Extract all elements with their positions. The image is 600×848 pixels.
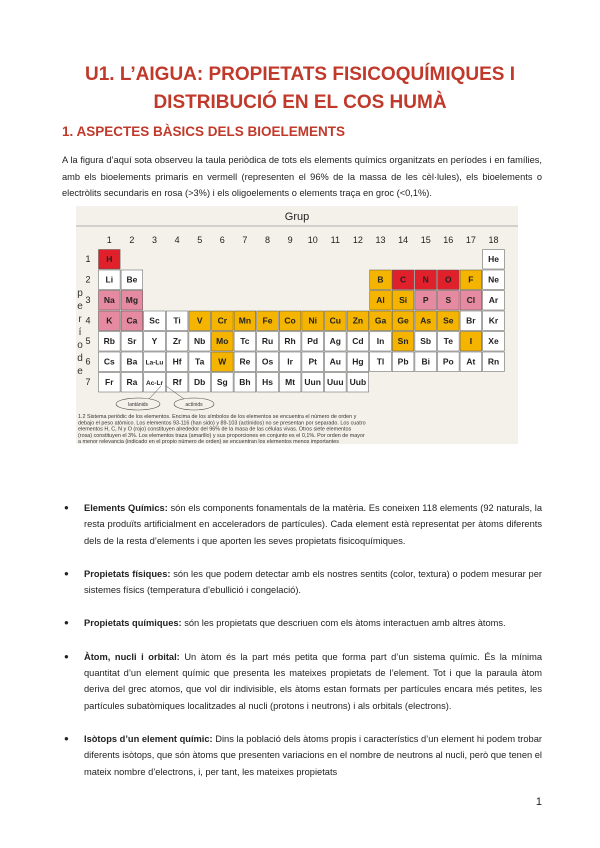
definition-item xyxy=(62,500,542,549)
figure-caption-line: elementos H, C, N y O (rojo) constituyen alrededor del 96% de la masa de las células vivas. Otros siete elementos xyxy=(78,426,352,433)
definition-term: Propietats físiques: xyxy=(84,568,171,579)
period-side-label: e xyxy=(77,301,83,312)
element-symbol: Mo xyxy=(216,336,229,346)
element-symbol: Br xyxy=(466,315,476,326)
period-side-label: í xyxy=(78,327,82,338)
period-number: 2 xyxy=(85,274,91,285)
element-symbol: Ir xyxy=(287,356,293,367)
element-symbol: Ni xyxy=(308,315,317,326)
element-symbol: Au xyxy=(329,356,341,367)
element-symbol: Ti xyxy=(173,315,181,326)
element-symbol: Uub xyxy=(349,377,367,387)
figure-header: Grup xyxy=(284,211,310,223)
period-number: 3 xyxy=(85,295,91,305)
period-number: 1 xyxy=(85,254,91,264)
figure-caption-line: a menor relevancia (indicado en el propio número de orden) se encuentran los elementos menos importantes xyxy=(78,439,339,444)
element-symbol: Ta xyxy=(195,356,205,367)
group-number: 17 xyxy=(465,235,476,245)
element-symbol: Si xyxy=(399,295,408,305)
period-number: 6 xyxy=(85,356,91,367)
element-symbol: Cr xyxy=(217,315,228,326)
element-symbol: V xyxy=(196,315,203,326)
periodic-table-figure xyxy=(76,206,518,444)
page-title-line-2: DISTRIBUCIÓ EN EL COS HUMÀ xyxy=(153,92,447,113)
group-number: 3 xyxy=(151,235,158,245)
element-symbol: F xyxy=(468,274,474,285)
element-symbol: Uuu xyxy=(327,377,344,387)
element-symbol: N xyxy=(422,274,429,285)
group-number: 16 xyxy=(443,235,454,245)
period-number: 4 xyxy=(85,315,91,326)
element-symbol: Mn xyxy=(238,315,252,326)
element-symbol: Ne xyxy=(488,274,499,285)
element-symbol: Rf xyxy=(172,377,182,387)
element-symbol: Sg xyxy=(216,377,228,387)
element-symbol: Cd xyxy=(352,336,364,346)
group-number: 10 xyxy=(307,235,318,245)
element-symbol: Na xyxy=(103,295,115,305)
element-symbol: O xyxy=(444,274,452,285)
element-symbol: Fe xyxy=(262,315,273,326)
figure-caption-line: debajo el peso atómico. Los elementos 93-116 (han sido) y 89-103 (actínidos) no se presentan por separado. Los cuatro xyxy=(78,420,366,427)
definition-text: són les propietats que descriuen com els àtoms interactuen amb altres àtoms. xyxy=(181,618,506,629)
element-symbol: Uun xyxy=(304,377,321,387)
element-symbol: Sc xyxy=(149,315,160,326)
group-number: 13 xyxy=(375,235,386,245)
period-side-label: d xyxy=(77,353,83,364)
element-symbol: Re xyxy=(239,356,251,367)
element-symbol: Ru xyxy=(261,336,274,346)
element-symbol: Ga xyxy=(374,315,387,326)
definition-text: Un àtom és la part més petita que forma part d’un sistema químic. És la mínima quantitat d’un element químic que presenta les mateixes propietats de l’element. Tot i que la paraula àtom deriva del grec atomos, que vol dir indivisible, els àtoms estan formats per partícules encara més petites, les partícules subatòmiques localitzades al nucli (protons i neutrons) i als orbitals (electrons). xyxy=(84,651,542,711)
group-number: 2 xyxy=(129,235,135,245)
page-number: 1 xyxy=(535,796,542,808)
definition-term: Propietats químiques: xyxy=(84,618,182,629)
group-number: 15 xyxy=(420,235,431,245)
group-number: 14 xyxy=(398,235,409,245)
element-symbol: At xyxy=(466,356,476,367)
intro-paragraph: A la figura d’aquí sota observeu la taula periòdica de tots els elements químics organitzats en períodes i en famílies, amb els bioelements primaris en vermell (representen el 96% de la massa de les cèl·lules), els bioelements o electròlits secundaris en rosa (>3%) i els oligoelements o elements traça en groc (<0,1%). xyxy=(62,155,542,198)
period-side-label: e xyxy=(77,366,83,377)
group-number: 4 xyxy=(174,235,180,245)
element-symbol: Po xyxy=(442,356,454,367)
period-side-label: p xyxy=(77,288,83,299)
element-symbol: H xyxy=(106,254,113,264)
definition-item xyxy=(62,731,542,780)
element-symbol: Hf xyxy=(172,356,182,367)
element-symbol: S xyxy=(445,295,452,305)
element-symbol: Kr xyxy=(488,315,499,326)
element-symbol: Be xyxy=(126,274,138,285)
element-symbol: Li xyxy=(105,274,114,285)
periodic-table-svg xyxy=(76,206,518,444)
section-heading: 1. ASPECTES BÀSICS DELS BIOELEMENTS xyxy=(62,124,346,139)
element-symbol: Al xyxy=(376,295,385,305)
element-symbol: Rb xyxy=(103,336,115,346)
element-symbol: Cs xyxy=(103,356,115,367)
group-number: 11 xyxy=(330,235,340,245)
element-symbol: Te xyxy=(443,336,453,346)
element-symbol: Ge xyxy=(397,315,409,326)
element-symbol: Zr xyxy=(172,336,182,346)
element-symbol: Hs xyxy=(262,377,273,387)
element-symbol: Bi xyxy=(421,356,430,367)
element-symbol: Bh xyxy=(239,377,251,387)
element-symbol: Pb xyxy=(397,356,409,367)
element-symbol: Ag xyxy=(329,336,341,346)
element-symbol: W xyxy=(218,356,227,367)
element-symbol: Mt xyxy=(285,377,296,387)
element-symbol: P xyxy=(422,295,429,305)
element-symbol: Sr xyxy=(127,336,137,346)
element-symbol: Ca xyxy=(126,315,138,326)
group-number: 18 xyxy=(488,235,499,245)
lanthanides-label: lantànids xyxy=(127,402,149,408)
definition-term: Àtom, nucli i orbital: xyxy=(84,651,180,662)
definition-text: són les que podem detectar amb els nostres sentits (color, textura) o podem mesurar per sistemes físics (temperatura d’ebullició i congelació). xyxy=(84,568,542,596)
element-symbol: Se xyxy=(443,315,454,326)
element-symbol: Sb xyxy=(420,336,432,346)
element-symbol: Hg xyxy=(352,356,364,367)
definition-text: són els components fonamentals de la matèria. Es coneixen 118 elements (92 naturals, la resta produïts artificialment en acceleradors de partícules). Cada element està representat per àtoms diferents dels de la resta d’elements i que aporten les seves propietats fisicoquímiques. xyxy=(84,503,542,546)
element-symbol: Zn xyxy=(352,315,364,326)
definition-text: Dins la població dels àtoms propis i característics d’un element hi podem trobar diferents isòtops, que són àtoms que presenten variacions en el nombre de neutrons al nucli, però que tenen el mateix nombre d’electrons, i, per tant, les mateixes propietats xyxy=(84,733,542,777)
element-symbol: Nb xyxy=(194,336,206,346)
element-symbol: Ar xyxy=(488,295,499,305)
element-symbol: C xyxy=(400,274,407,285)
element-symbol: Mg xyxy=(125,295,139,305)
element-symbol: Fr xyxy=(105,377,114,387)
element-symbol: Pt xyxy=(308,356,317,367)
group-number: 12 xyxy=(352,235,363,245)
period-number: 5 xyxy=(85,336,91,346)
figure-caption-line: 1.2 Sistema periòdic de los elementos. Encima de los símbolos de los elementos se encuentra el número de orden y xyxy=(78,414,357,420)
element-symbol: K xyxy=(106,315,113,326)
group-number: 5 xyxy=(197,235,203,245)
element-symbol: Co xyxy=(284,315,296,326)
element-symbol: Pd xyxy=(307,336,319,346)
definition-term: Elements Químics: xyxy=(84,503,168,513)
actinides-label: actínids xyxy=(185,402,203,408)
group-number: 9 xyxy=(287,235,293,245)
element-symbol: Tc xyxy=(240,336,250,346)
element-symbol: Tl xyxy=(376,356,385,367)
element-symbol: B xyxy=(377,274,384,285)
figure-caption xyxy=(78,414,366,444)
group-number: 8 xyxy=(264,235,271,245)
element-symbol: Y xyxy=(151,336,158,346)
definition-list xyxy=(62,500,542,797)
element-symbol: As xyxy=(420,315,432,326)
element-symbol: La-Lu xyxy=(145,359,164,367)
element-symbol: Ra xyxy=(126,377,138,387)
element-symbol: Ba xyxy=(126,356,138,367)
definition-term: Isòtops d’un element químic: xyxy=(84,733,213,744)
element-symbol: Os xyxy=(261,356,274,367)
element-symbol: Rn xyxy=(487,356,500,367)
element-symbol: Cl xyxy=(466,295,476,305)
element-symbol: Xe xyxy=(488,336,499,346)
page-title-line-1: U1. L’AIGUA: PROPIETATS FISICOQUÍMIQUES I xyxy=(85,64,515,85)
definition-item xyxy=(62,566,542,599)
element-symbol: He xyxy=(488,254,499,264)
group-number: 6 xyxy=(219,235,225,245)
element-symbol: Cu xyxy=(329,315,341,326)
period-number: 7 xyxy=(85,377,91,387)
period-side-label: o xyxy=(77,340,83,351)
element-symbol: In xyxy=(376,336,385,346)
group-number: 1 xyxy=(106,235,112,245)
definition-item xyxy=(62,615,542,631)
element-symbol: Sn xyxy=(397,336,409,346)
period-side-label: r xyxy=(78,314,82,325)
group-number: 7 xyxy=(242,235,248,245)
figure-caption-line: (rosa) constituyen el 3%. Los elementos traza (amarillo) y sus proporciones en conjunto es el 0,1%. Por orden de mayor xyxy=(78,432,365,439)
element-symbol: Ac-Lr xyxy=(146,380,163,387)
element-symbol: I xyxy=(469,336,473,346)
definition-item xyxy=(62,649,542,714)
element-symbol: Db xyxy=(194,377,206,387)
element-symbol: Rh xyxy=(284,336,296,346)
